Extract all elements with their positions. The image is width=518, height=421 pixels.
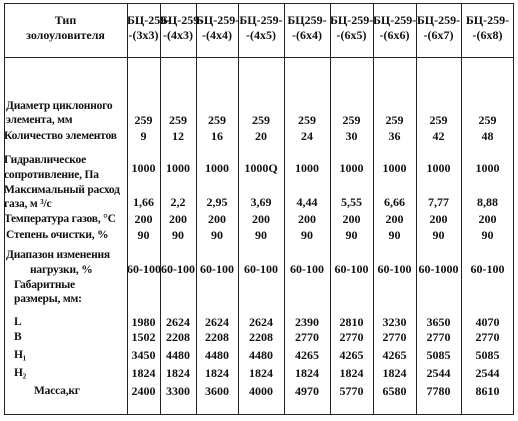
column-header: БЦ-259- xyxy=(239,13,283,27)
column-header: -(6х6) xyxy=(379,28,410,42)
table-cell: 2770 xyxy=(426,330,451,344)
table-cell: 24 xyxy=(301,129,313,143)
column-header: -(6х4) xyxy=(292,28,322,42)
table-cell: 259 xyxy=(134,113,153,127)
row-label: L xyxy=(14,316,22,328)
table-cell: 259 xyxy=(298,113,316,127)
table-cell: 90 xyxy=(137,228,150,242)
table-cell: 60-100 xyxy=(377,262,412,276)
table-cell: 1502 xyxy=(131,330,156,344)
table-cell: 1824 xyxy=(249,366,273,380)
table-cell: 1000 xyxy=(339,161,364,175)
table-cell: 200 xyxy=(169,212,187,226)
table-cell: 6580 xyxy=(382,384,407,398)
table-cell: 7780 xyxy=(426,384,451,398)
table-cell: 3600 xyxy=(205,384,229,398)
table-cell: 1980 xyxy=(131,315,156,329)
row-label: элемента, мм xyxy=(6,114,73,126)
table-cell: 259 xyxy=(478,113,497,127)
table-cell: 1824 xyxy=(205,366,229,380)
row-label: B xyxy=(14,331,22,343)
row-label: Гидравлическое xyxy=(4,154,86,166)
column-header: БЦ-259- xyxy=(160,13,204,27)
row-label: нагрузки, % xyxy=(30,264,93,276)
table-cell: 60-100 xyxy=(244,262,278,276)
table-cell: 259 xyxy=(342,113,361,127)
column-header: БЦ-259- xyxy=(330,13,374,27)
table-cell: 3230 xyxy=(382,315,407,329)
table-cell: 90 xyxy=(345,228,358,242)
table-cell: 36 xyxy=(388,129,401,143)
table-cell: 60-100 xyxy=(200,262,234,276)
table-cell: 16 xyxy=(211,129,223,143)
table-cell: 90 xyxy=(172,228,184,242)
table-cell: 1000 xyxy=(205,161,229,175)
table-cell: 200 xyxy=(385,212,404,226)
table-cell: 2770 xyxy=(339,330,364,344)
column-header: БЦ-259- xyxy=(373,13,417,27)
table-cell: 2624 xyxy=(166,315,190,329)
row-label: Масса,кг xyxy=(34,385,80,397)
table-cell: 90 xyxy=(211,228,223,242)
column-header: -(4х3) xyxy=(163,28,193,42)
table-cell: 2810 xyxy=(339,315,364,329)
table-cell: 4265 xyxy=(382,348,407,362)
column-header: -(6х8) xyxy=(472,28,503,42)
row-label: Степень очистки, % xyxy=(6,229,109,241)
table-cell: 4480 xyxy=(249,348,273,362)
table-cell: 200 xyxy=(429,212,448,226)
table-cell: 200 xyxy=(252,212,270,226)
table-cell: 90 xyxy=(388,228,401,242)
column-header: -(3х3) xyxy=(128,28,159,42)
table-cell: 2208 xyxy=(249,330,273,344)
row-label: Максимальный расход xyxy=(4,184,120,196)
table-cell: 30 xyxy=(345,129,358,143)
table-cell: 2,2 xyxy=(170,195,186,209)
table-cell: 200 xyxy=(342,212,361,226)
table-cell: 3650 xyxy=(426,315,451,329)
table-cell: 60-100 xyxy=(127,262,161,276)
row-label: H₂ xyxy=(14,367,26,379)
table-cell: 2390 xyxy=(295,315,319,329)
row-label: сопротивление, Па xyxy=(4,169,99,181)
table-cell: 4070 xyxy=(475,315,500,329)
table-cell: 2770 xyxy=(295,330,319,344)
table-cell: 259 xyxy=(385,113,404,127)
table-cell: 20 xyxy=(255,129,267,143)
table-cell: 6,66 xyxy=(384,195,405,209)
table-cell: 2208 xyxy=(166,330,190,344)
table-cell: 90 xyxy=(432,228,445,242)
row-label: H₁ xyxy=(14,349,26,361)
row-label: Температура газов, °С xyxy=(4,213,116,225)
table-cell: 1000 xyxy=(426,161,451,175)
table-cell: 2770 xyxy=(382,330,407,344)
table-cell: 259 xyxy=(429,113,448,127)
table-cell: 2,95 xyxy=(206,195,228,209)
table-cell: 4265 xyxy=(295,348,319,362)
table-cell: 1000Q xyxy=(244,161,278,175)
column-header: БЦ-259- xyxy=(465,13,510,27)
column-header: БЦ259- xyxy=(287,13,327,27)
row-label: размеры, мм: xyxy=(14,293,82,305)
table-cell: 200 xyxy=(478,212,497,226)
table-cell: 2208 xyxy=(205,330,229,344)
table-cell: 3450 xyxy=(131,348,156,362)
table-cell: 7,77 xyxy=(428,195,449,209)
row-label: газа, м ³/с xyxy=(4,198,52,210)
table-cell: 200 xyxy=(298,212,316,226)
table-cell: 2400 xyxy=(131,384,156,398)
table-cell: 200 xyxy=(208,212,226,226)
table-cell: 2624 xyxy=(205,315,229,329)
column-header: -(6х5) xyxy=(336,28,367,42)
table-cell: 1824 xyxy=(339,366,364,380)
header-divider xyxy=(4,57,514,58)
table-cell: 1824 xyxy=(166,366,190,380)
table-cell: 60-100 xyxy=(290,262,324,276)
table-cell: 259 xyxy=(208,113,226,127)
table-cell: 1824 xyxy=(295,366,319,380)
table-cell: 5085 xyxy=(426,348,451,362)
column-header: -(4х4) xyxy=(202,28,232,42)
table-cell: 3,69 xyxy=(250,195,272,209)
table-cell: 4970 xyxy=(295,384,319,398)
table-cell: 1000 xyxy=(131,161,156,175)
table-cell: 5770 xyxy=(339,384,364,398)
table-cell: 8,88 xyxy=(477,195,498,209)
table-cell: 60-100 xyxy=(470,262,505,276)
table-cell: 1000 xyxy=(382,161,407,175)
table-cell: 48 xyxy=(481,129,494,143)
table-cell: 2624 xyxy=(249,315,273,329)
table-cell: 12 xyxy=(172,129,184,143)
table-cell: 8610 xyxy=(475,384,500,398)
column-header: БЦ-259- xyxy=(196,13,240,27)
row-label: Габаритные xyxy=(14,279,75,291)
header-type-label: Тип xyxy=(54,13,77,27)
table-cell: 2544 xyxy=(426,366,451,380)
row-label: Диаметр циклонного xyxy=(6,100,113,112)
table-cell: 4,44 xyxy=(296,195,318,209)
table-cell: 90 xyxy=(301,228,313,242)
table-cell: 90 xyxy=(255,228,267,242)
column-header: -(4х5) xyxy=(246,28,276,42)
table-cell: 60-100 xyxy=(161,262,195,276)
table-cell: 5,55 xyxy=(341,195,362,209)
table-cell: 5085 xyxy=(475,348,500,362)
table-cell: 90 xyxy=(481,228,494,242)
table-cell: 2770 xyxy=(475,330,500,344)
table-cell: 1000 xyxy=(166,161,190,175)
table-cell: 4000 xyxy=(249,384,273,398)
table-cell: 60-1000 xyxy=(418,262,459,276)
table-cell: 259 xyxy=(169,113,187,127)
row-label: Количество элементов xyxy=(4,130,117,142)
header-type-label: золоуловителя xyxy=(26,28,105,42)
table-cell: 4480 xyxy=(166,348,190,362)
table-cell: 9 xyxy=(140,129,147,143)
table-cell: 60-100 xyxy=(334,262,369,276)
table-cell: 4480 xyxy=(205,348,229,362)
row-label: Диапазон изменения xyxy=(6,249,110,261)
table-cell: 1824 xyxy=(131,366,156,380)
table-cell: 259 xyxy=(252,113,270,127)
table-cell: 42 xyxy=(432,129,445,143)
table-cell: 4265 xyxy=(339,348,364,362)
table-cell: 1824 xyxy=(382,366,407,380)
table-cell: 1000 xyxy=(295,161,319,175)
table-cell: 3300 xyxy=(166,384,190,398)
table-cell: 1,66 xyxy=(133,195,154,209)
table-cell: 1000 xyxy=(475,161,500,175)
column-header: БЦ-259- xyxy=(416,13,461,27)
column-header: -(6х7) xyxy=(423,28,454,42)
column-header: БЦ-259- xyxy=(127,13,171,27)
table-cell: 200 xyxy=(134,212,153,226)
table-cell: 2544 xyxy=(475,366,500,380)
